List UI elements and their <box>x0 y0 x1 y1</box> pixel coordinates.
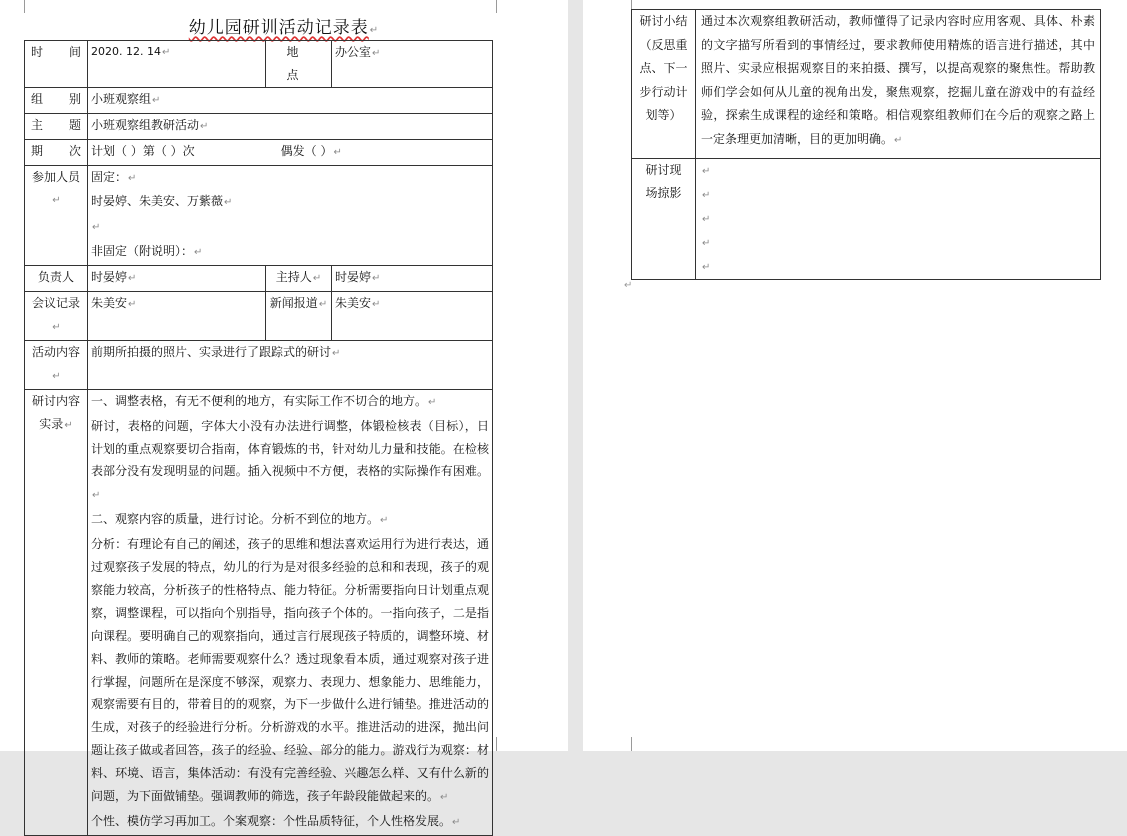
record-value[interactable]: 朱美安↵ <box>88 292 266 341</box>
page-corner-mark <box>10 737 25 751</box>
participants-label: 参加人员↵ <box>25 165 88 266</box>
group-value[interactable]: 小班观察组↵ <box>88 87 493 113</box>
host-value[interactable]: 时晏婷↵ <box>332 266 493 292</box>
page-corner-mark <box>496 737 511 751</box>
record-label: 会议记录↵ <box>25 292 88 341</box>
place-label: 地 点 <box>266 41 332 88</box>
activity-label: 活动内容↵ <box>25 340 88 389</box>
period-value[interactable]: 计划（ ）第（ ）次 偶发（ ）↵ <box>88 139 493 165</box>
document-page-1 <box>0 0 568 828</box>
document-page-2 <box>583 0 1127 751</box>
activity-record-table <box>24 40 493 836</box>
leader-label: 负责人 <box>25 266 88 292</box>
participants-fixed: 固定： <box>91 169 128 184</box>
topic-label: 主 题 <box>25 113 88 139</box>
place-value[interactable]: 办公室↵ <box>332 41 493 88</box>
page-corner-mark <box>617 0 632 13</box>
discussion-paragraph: 个性、模仿学习再加工。个案观察：个性品质特征，个人性格发展。↵ <box>91 814 461 828</box>
page-corner-mark <box>617 737 632 751</box>
summary-label: 研讨小结（反思重点、下一步行动计划等） <box>632 10 696 159</box>
discussion-paragraph: 二、观察内容的质量，进行讨论。分析不到位的地方。↵ <box>91 512 389 527</box>
title-text: 幼儿园研训活动记录表 <box>188 18 369 38</box>
participants-nonfixed: 非固定（附说明）： <box>91 244 194 259</box>
paragraph-mark: ↵ <box>624 280 633 291</box>
discussion-paragraph: 一、调整表格，有无不便利的地方，有实际工作不切合的地方。↵ <box>91 393 437 408</box>
period-label: 期 次 <box>25 139 88 165</box>
summary-table <box>631 9 1101 280</box>
page-corner-mark <box>496 0 511 13</box>
discussion-paragraph: 分析：有理论有自己的阐述，孩子的思维和想法喜欢运用行为进行表达，通过观察孩子发展的特点，幼儿的行为是对很多经验的总和和表现，孩子的观察能力较高，分析孩子的性格特点、能力特征。分析需要指向日计划重点观察，调整课程，可以指向个别指导，指向孩子个体的。一指向孩子，二是指向课程。要明确自己的观察指向，通过言行展现孩子特质的，调整环境、材料、教师的策略。老师需要观察什么？透过现象看本质，通过观察对孩子进行掌握，问题所在是深度不够深，观察力、表现力、想象能力、思维能力，观察需要有目的，带着目的的观察，为下一步做什么进行铺垫。推进活动的生成，对孩子的经验进行分析。分析游戏的水平。推进活动的进深，抛出问题让孩子做或者回答，孩子的经验、经验、部分的能力。游戏行为观察：材料、环境、语言，集体活动：有没有完善经验、兴趣怎么样、又有什么新的问题，为下面做铺垫。强调教师的筛选，孩子年龄段能做起来的。↵ <box>91 537 489 804</box>
paragraph-mark: ↵ <box>369 25 380 36</box>
news-label: 新闻报道↵ <box>266 292 332 341</box>
page-corner-mark <box>10 0 25 13</box>
discussion-paragraph: 研讨，表格的问题，字体大小没有办法进行调整，体锻检核表（目标），日计划的重点观察要切合指南，体育锻炼的书，针对幼儿力量和技能。在检核表部分没有发现明显的问题。插入视频中不方便，表格的实际操作有困难。↵ <box>91 418 489 502</box>
participants-value[interactable]: 固定：↵ 时晏婷、朱美安、万紫薇↵ ↵ 非固定（附说明）：↵ <box>88 165 493 266</box>
time-value[interactable]: 2020. 12. 14↵ <box>88 41 266 88</box>
activity-value[interactable]: 前期所拍摄的照片、实录进行了跟踪式的研讨↵ <box>88 340 493 389</box>
photo-label: 研讨现场掠影 <box>632 159 696 280</box>
discussion-label: 研讨内容 实录↵ <box>25 389 88 835</box>
page-title[interactable] <box>0 13 568 38</box>
time-label: 时 间 <box>25 41 88 88</box>
host-label: 主持人↵ <box>266 266 332 292</box>
group-label: 组 别 <box>25 87 88 113</box>
photo-area[interactable]: ↵ ↵ ↵ ↵ ↵ <box>696 159 1101 280</box>
discussion-record[interactable] <box>88 389 493 835</box>
leader-value[interactable]: 时晏婷↵ <box>88 266 266 292</box>
participants-names: 时晏婷、朱美安、万紫薇 <box>91 194 224 209</box>
summary-text[interactable]: 通过本次观察组教研活动，教师懂得了记录内容时应用客观、具体、朴素的文字描写所看到的事情经过，要求教师使用精炼的语言进行描述，其中照片、实录应根据观察目的来拍摄、撰写，以提高观察的聚焦性。帮助教师们学会如何从儿童的视角出发，聚焦观察，挖掘儿童在游戏中的有益经验，探索生成课程的途经和策略。相信观察组教师们在今后的观察之路上一定条理更加清晰，目的更加明确。↵ <box>696 10 1101 159</box>
topic-value[interactable]: 小班观察组教研活动↵ <box>88 113 493 139</box>
news-value[interactable]: 朱美安↵ <box>332 292 493 341</box>
